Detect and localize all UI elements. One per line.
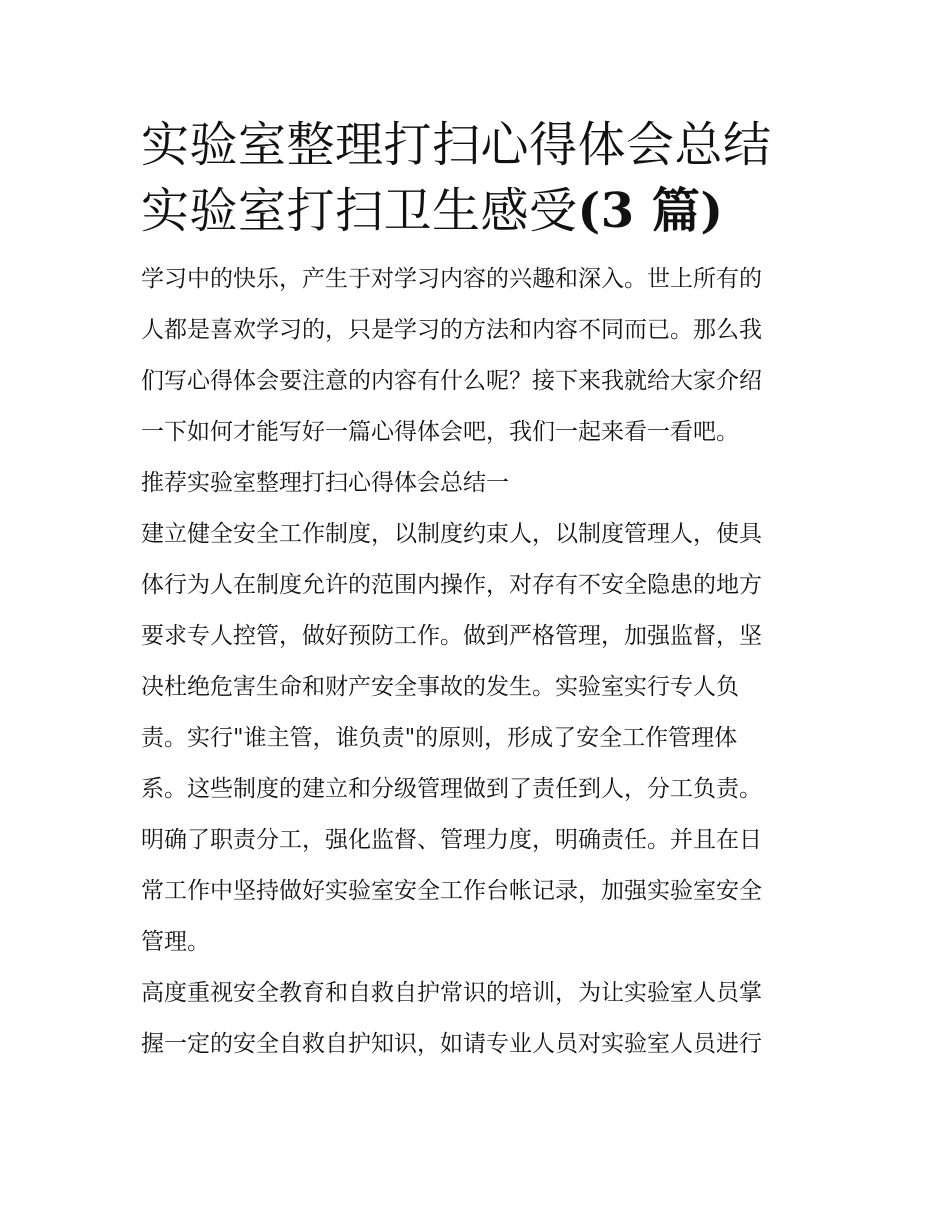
title-line-1: 实验室整理打扫心得体会总结 <box>141 117 772 173</box>
intro-line: 一下如何才能写好一篇心得体会吧，我们一起来看一看吧。 <box>141 419 739 445</box>
paragraph-2 <box>141 968 813 1070</box>
paragraph-line: 高度重视安全教育和自救自护常识的培训，为让实验室人员掌 <box>141 980 762 1006</box>
title-line-2-text: 实验室打扫卫生感受 <box>141 183 578 239</box>
paragraph-line: 管理。 <box>141 929 210 955</box>
paragraph-line: 决杜绝危害生命和财产安全事故的发生。实验室实行专人负 <box>141 674 739 700</box>
paragraph-1 <box>141 509 813 968</box>
intro-line: 人都是喜欢学习的，只是学习的方法和内容不同而已。那么我 <box>141 317 762 343</box>
paragraph-line: 常工作中坚持做好实验室安全工作台帐记录，加强实验室安全 <box>141 878 762 904</box>
title-line-2-count: (3 篇) <box>577 183 724 239</box>
section-heading: 推荐实验室整理打扫心得体会总结一 <box>141 470 509 496</box>
document-page <box>141 112 813 1070</box>
document-body <box>141 254 813 1070</box>
paragraph-line: 系。这些制度的建立和分级管理做到了责任到人，分工负责。 <box>141 776 762 802</box>
paragraph-line: 要求专人控管，做好预防工作。做到严格管理，加强监督，坚 <box>141 623 762 649</box>
paragraph-line: 明确了职责分工，强化监督、管理力度，明确责任。并且在日 <box>141 827 762 853</box>
title-line-2 <box>141 178 813 244</box>
document-title <box>141 112 813 244</box>
paragraph-line: 责。实行"谁主管，谁负责"的原则，形成了安全工作管理体 <box>141 725 738 751</box>
paragraph-line: 建立健全安全工作制度，以制度约束人，以制度管理人，使具 <box>141 521 762 547</box>
paragraph-line: 体行为人在制度允许的范围内操作，对存有不安全隐患的地方 <box>141 572 762 598</box>
intro-line: 们写心得体会要注意的内容有什么呢？接下来我就给大家介绍 <box>141 368 762 394</box>
paragraph-line: 握一定的安全自救自护知识，如请专业人员对实验室人员进行 <box>141 1031 762 1057</box>
intro-line: 学习中的快乐，产生于对学习内容的兴趣和深入。世上所有的 <box>141 266 762 292</box>
intro-paragraph <box>141 254 813 458</box>
